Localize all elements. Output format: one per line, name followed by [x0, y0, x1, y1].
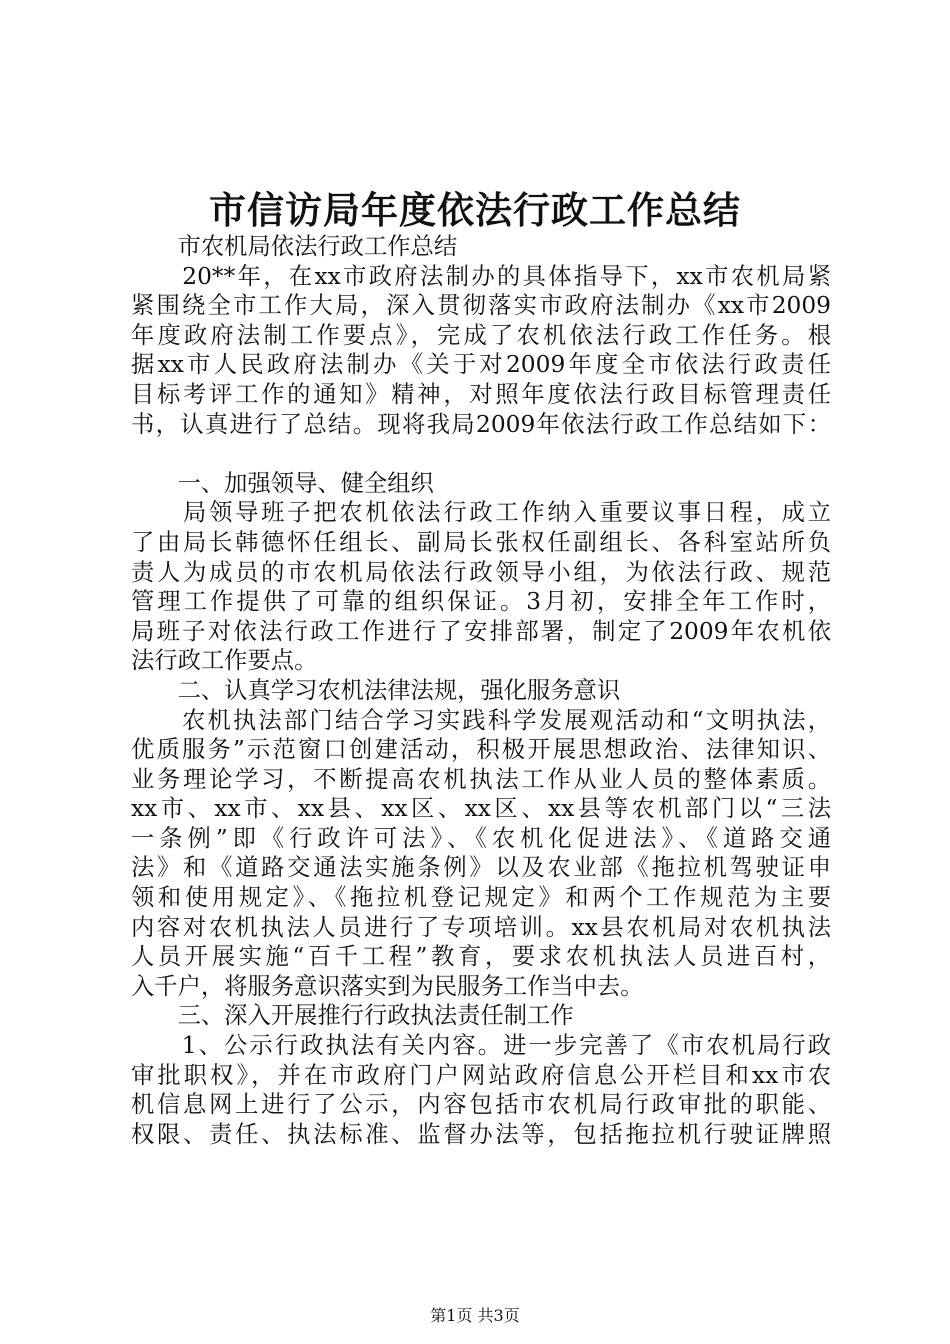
text-line: 内容对农机执法人员进行了专项培训。xx县农机局对农机执法	[131, 913, 831, 941]
text-line: 市农机局依法行政工作总结	[131, 233, 458, 260]
page-footer: 第1页 共3页	[430, 1306, 520, 1325]
text-line: 年度政府法制工作要点》，完成了农机依法行政工作任务。根	[131, 321, 831, 349]
text-line: 权限、责任、执法标准、监督办法等，包括拖拉机行驶证牌照	[131, 1120, 831, 1148]
text-line: 法行政工作要点。	[131, 647, 318, 675]
text-line: 书，认真进行了总结。现将我局2009年依法行政工作总结如下：	[131, 410, 831, 438]
text-line: 局班子对依法行政工作进行了安排部署，制定了2009年农机依	[131, 617, 831, 645]
text-line: 审批职权》，并在市政府门户网站政府信息公开栏目和xx市农	[131, 1061, 831, 1089]
text-line: 农机执法部门结合学习实践科学发展观活动和“文明执法，	[131, 706, 831, 734]
text-line: 一、加强领导、健全组织	[131, 469, 434, 497]
text-line: 管理工作提供了可靠的组织保证。3月初，安排全年工作时，	[131, 588, 831, 616]
blank-line	[131, 439, 831, 469]
text-line: 机信息网上进行了公示，内容包括市农机局行政审批的职能、	[131, 1091, 831, 1119]
text-line: 了由局长韩德怀任组长、副局长张权任副组长、各科室站所负	[131, 528, 831, 556]
text-line: 业务理论学习，不断提高农机执法工作从业人员的整体素质。	[131, 765, 831, 793]
text-line: xx市、xx市、xx县、xx区、xx区、xx县等农机部门以“三法	[131, 795, 831, 823]
text-line: 局领导班子把农机依法行政工作纳入重要议事日程，成立	[131, 499, 831, 527]
document-body	[131, 232, 831, 1149]
document-title: 市信访局年度依法行政工作总结	[209, 188, 741, 232]
text-line: 目标考评工作的通知》精神，对照年度依法行政目标管理责任	[131, 380, 831, 408]
text-line: 人员开展实施“百千工程”教育，要求农机执法人员进百村，	[131, 943, 831, 971]
text-line: 20**年，在xx市政府法制办的具体指导下，xx市农机局紧	[131, 262, 831, 290]
text-line: 入千户，将服务意识落实到为民服务工作当中去。	[131, 972, 644, 1000]
text-line: 1、公示行政执法有关内容。进一步完善了《市农机局行政	[131, 1032, 831, 1060]
text-line: 优质服务”示范窗口创建活动，积极开展思想政治、法律知识、	[131, 736, 831, 764]
text-line: 三、深入开展推行行政执法责任制工作	[131, 1002, 574, 1030]
text-line: 二、认真学习农机法律法规，强化服务意识	[131, 676, 621, 704]
text-line: 责人为成员的市农机局依法行政领导小组，为依法行政、规范	[131, 558, 831, 586]
text-line: 紧围绕全市工作大局，深入贯彻落实市政府法制办《xx市2009	[131, 292, 831, 320]
text-line: 领和使用规定》、《拖拉机登记规定》和两个工作规范为主要	[131, 884, 831, 912]
text-line: 据xx市人民政府法制办《关于对2009年度全市依法行政责任	[131, 351, 831, 379]
text-line: 一条例”即《行政许可法》、《农机化促进法》、《道路交通	[131, 824, 831, 852]
text-line: 法》和《道路交通法实施条例》以及农业部《拖拉机驾驶证申	[131, 854, 831, 882]
